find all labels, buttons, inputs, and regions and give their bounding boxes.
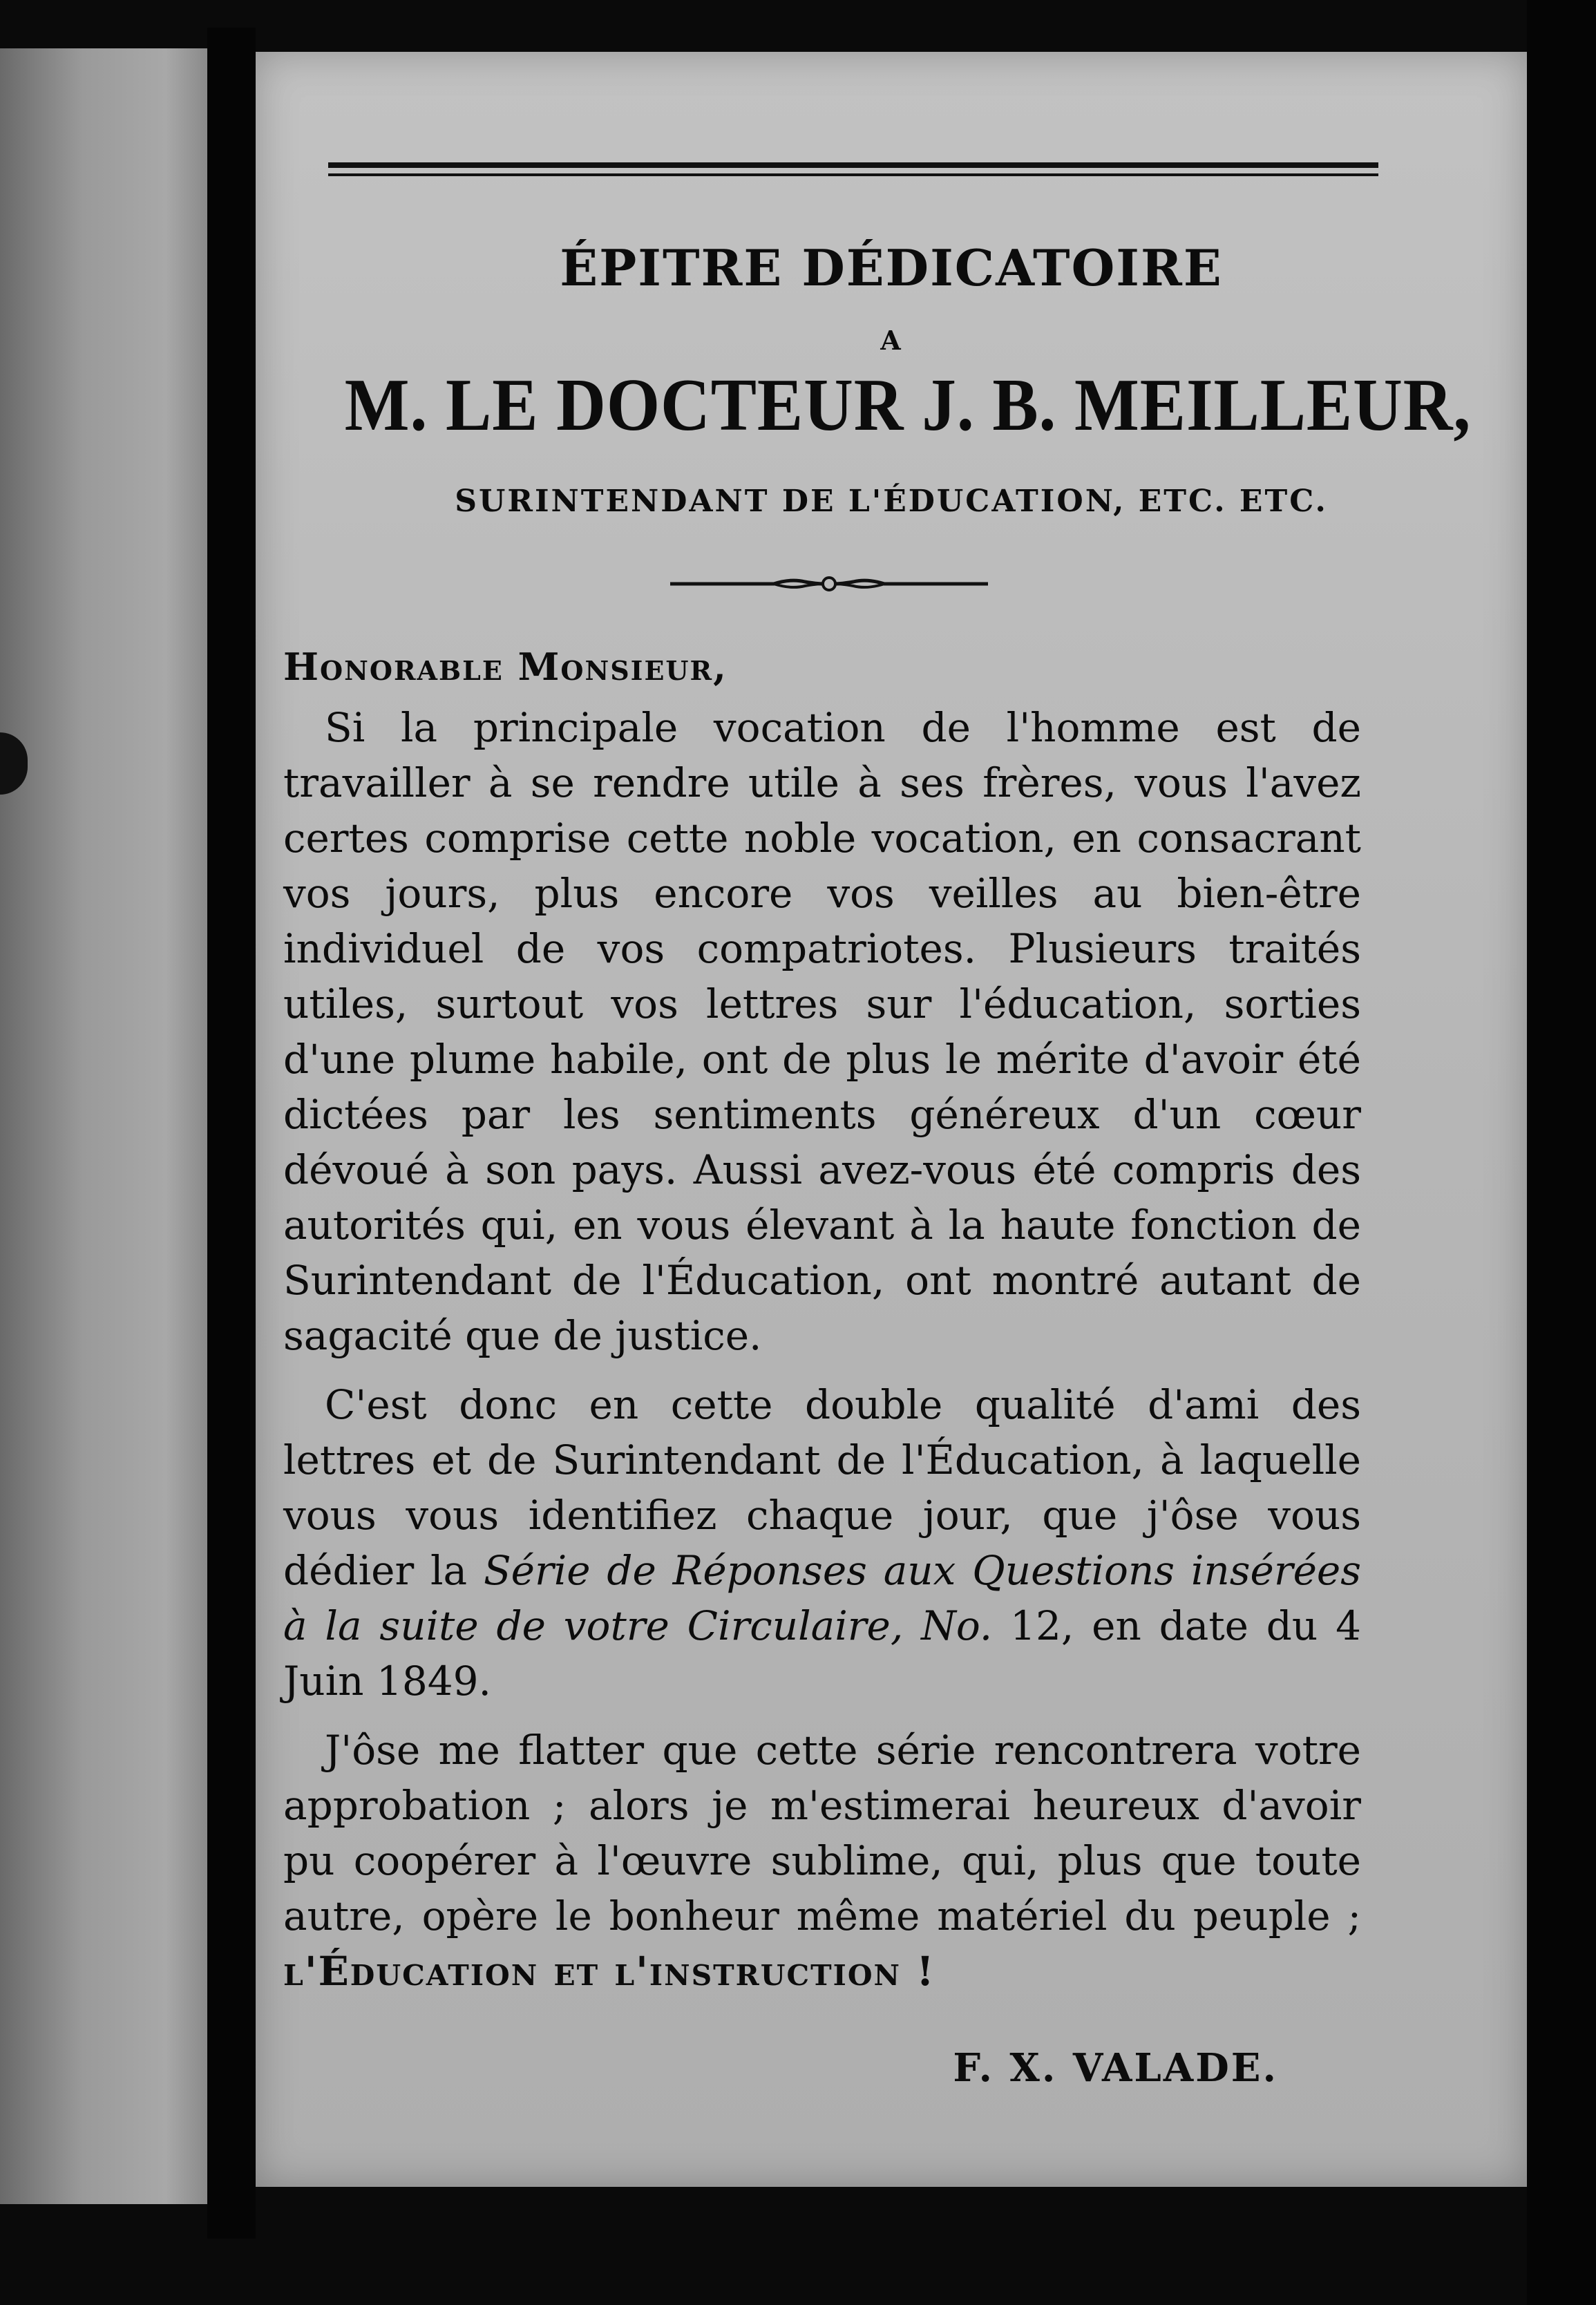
page-heading: ÉPITRE DÉDICATOIRE — [560, 238, 1223, 297]
dedicatee-name: M. LE DOCTEUR J. B. MEILLEUR, — [344, 364, 1472, 446]
salutation: Honorable Monsieur, — [283, 645, 728, 689]
paragraph-2 — [283, 1377, 1361, 1709]
closing-phrase: l'Éducation et l'instruction ! — [283, 1948, 935, 1995]
book-gutter — [207, 28, 256, 2239]
paragraph-3-text: J'ôse me flatter que cette série rencontrera votre approbation ; alors je m'estimerai heureux d'avoir pu coopérer à l'œuvre sublime, qui, plus que toute autre, opère le bonheur même matériel du peuple ; — [283, 1727, 1361, 1939]
dedication-body — [283, 639, 1361, 2096]
signature: F. X. VALADE. — [953, 2045, 1278, 2091]
dedicatee-title: SURINTENDANT DE L'ÉDUCATION, ETC. ETC. — [455, 484, 1328, 519]
paragraph-2-text: C'est donc en cette double qualité d'ami des lettres et de Surintendant de l'Éducation, à laquelle vous vous identifiez chaque jour, que j'ôse vous dédier la — [283, 1381, 1361, 1594]
paragraph-2-date: 12, en date du 4 Juin 1849. — [283, 1602, 1361, 1705]
scan-border — [1527, 0, 1596, 2305]
ink-blot — [0, 732, 28, 795]
paragraph-1: Si la principale vocation de l'homme est de travailler à se rendre utile à ses frères, vous l'avez certes comprise cette noble vocation, en consacrant vos jours, plus encore vos veilles au bien-être individuel de vos compatriotes. Plusieurs traités utiles, surtout vos lettres sur l'éducation, sorties d'une plume habile, ont de plus le mérite d'avoir été dictées par les sentiments généreux d'un cœur dévoué à son pays. Aussi avez-vous été compris des autorités qui, en vous élevant à la haute fonction de Surintendant de l'Éducation, ont montré autant de sagacité que de justice. — [283, 704, 1361, 1359]
ornament-divider — [670, 570, 988, 598]
document-page — [256, 52, 1527, 2187]
work-title: Série de Réponses aux Questions insérées à la suite de votre Circulaire, No. — [283, 1547, 1361, 1649]
facing-page-edge — [0, 48, 207, 2204]
top-rule-thin — [328, 173, 1378, 176]
heading-preposition: A — [880, 325, 902, 356]
paragraph-3 — [283, 1723, 1361, 1999]
top-rule-thick — [328, 162, 1378, 168]
